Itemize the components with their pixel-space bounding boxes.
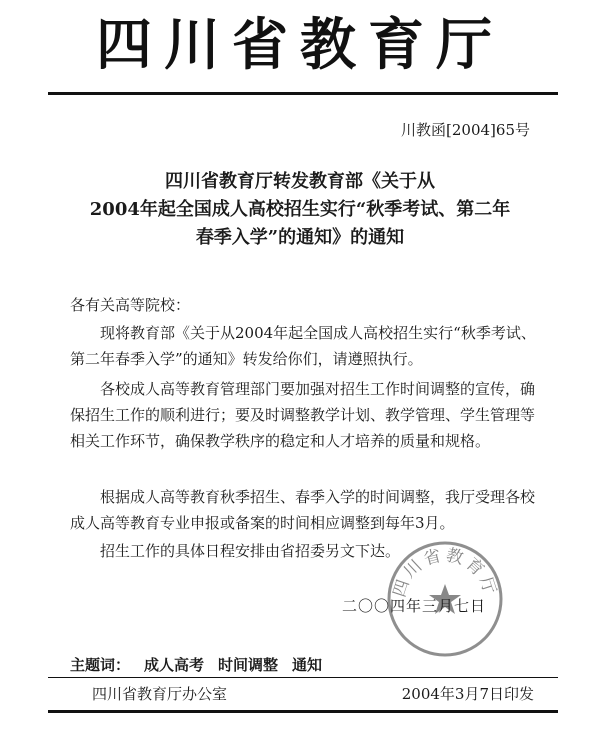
document-heading — [60, 168, 540, 252]
signing-date: 二〇〇四年三月七日 — [342, 597, 487, 615]
heading-line: 春季入学”的通知》的通知 — [195, 227, 405, 248]
body-paragraph: 根据成人高等教育秋季招生、春季入学的时间调整，我厅受理各校成人高等教育专业申报或备案的时间相应调整到每年3月。 — [70, 488, 536, 532]
keyword: 通知 — [292, 656, 323, 674]
footer-divider-top — [48, 677, 558, 678]
salutation: 各有关高等院校： — [70, 296, 191, 314]
heading-line: 2004年起全国成人高校招生实行“秋季考试、第二年 — [89, 199, 511, 220]
document-number: 川教函[2004]65号 — [401, 121, 530, 139]
print-date: 2004年3月7日印发 — [401, 685, 534, 703]
body-paragraph: 招生工作的具体日程安排由省招委另文下达。 — [100, 542, 401, 560]
letterhead-title: 四川省教育厅 — [96, 13, 504, 78]
heading-line: 四川省教育厅转发教育部《关于从 — [165, 171, 435, 192]
seal-text: 四川省教育厅 — [389, 545, 501, 600]
keyword: 时间调整 — [218, 656, 279, 674]
footer-divider-bottom — [48, 710, 558, 713]
body-paragraph: 各校成人高等教育管理部门要加强对招生工作时间调整的宣传，确保招生工作的顺利进行；要及时调整教学计划、教学管理、学生管理等相关工作环节，确保教学秩序的稳定和人才培养的质量和规格。 — [70, 380, 536, 450]
subject-keywords — [70, 655, 336, 675]
issuing-office: 四川省教育厅办公室 — [92, 685, 228, 703]
body-paragraph: 现将教育部《关于从2004年起全国成人高校招生实行“秋季考试、第二年春季入学”的通知》转发给你们，请遵照执行。 — [70, 324, 536, 368]
keywords-label: 主题词： — [70, 656, 131, 674]
keyword: 成人高考 — [144, 656, 205, 674]
header-divider — [48, 92, 558, 95]
